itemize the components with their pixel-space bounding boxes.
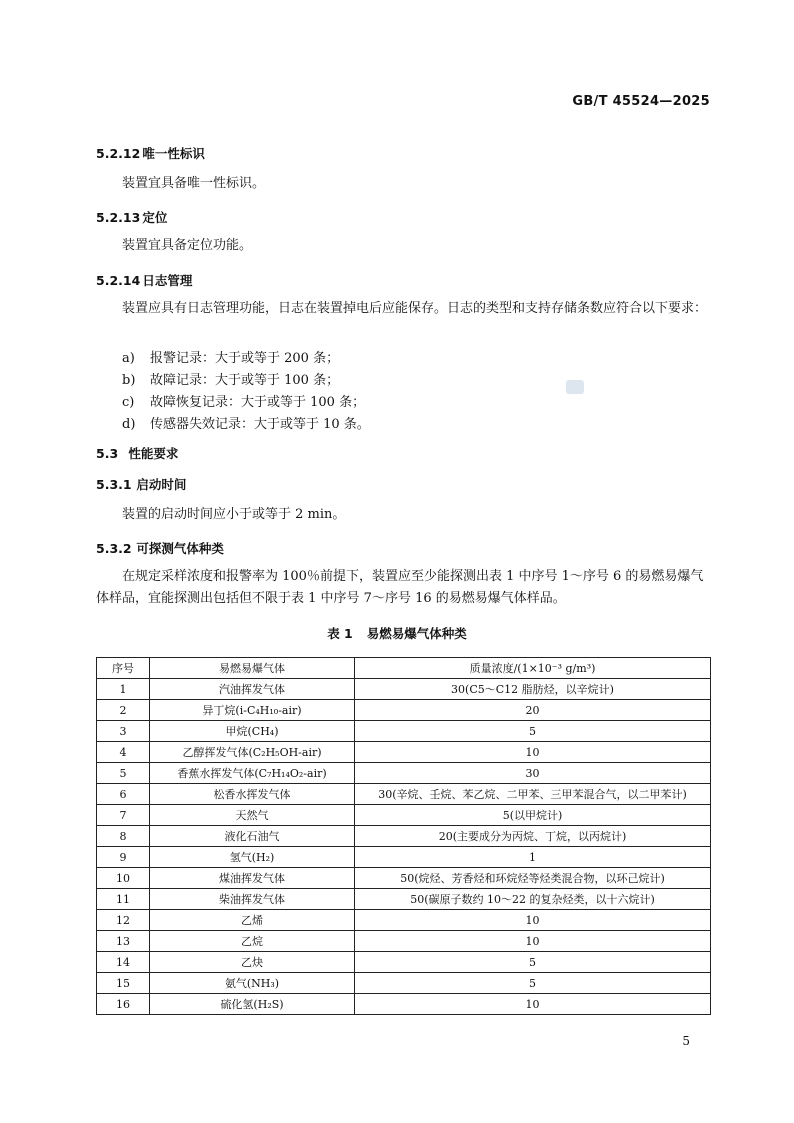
cell-seq: 16 <box>97 994 150 1015</box>
table-row <box>97 700 711 721</box>
cell-seq: 6 <box>97 784 150 805</box>
cell-concentration: 5 <box>355 952 711 973</box>
heading-5-3-2 <box>96 539 224 557</box>
list-text: 传感器失效记录：大于或等于 10 条。 <box>150 417 370 432</box>
header-seq: 序号 <box>97 658 150 679</box>
table-caption-title: 易燃易爆气体种类 <box>366 626 467 641</box>
table-row <box>97 721 711 742</box>
cell-concentration: 50(烷烃、芳香烃和环烷烃等烃类混合物，以环己烷计) <box>355 868 711 889</box>
watermark-logo <box>566 380 584 394</box>
heading-number: 5.2.12 <box>96 146 141 161</box>
table-row <box>97 742 711 763</box>
table-row <box>97 805 711 826</box>
table-row <box>97 889 711 910</box>
cell-seq: 10 <box>97 868 150 889</box>
cell-gas: 乙烯 <box>150 910 355 931</box>
table-row <box>97 994 711 1015</box>
cell-concentration: 30 <box>355 763 711 784</box>
cell-seq: 11 <box>97 889 150 910</box>
cell-concentration: 10 <box>355 931 711 952</box>
cell-seq: 2 <box>97 700 150 721</box>
table-caption-number: 表 1 <box>327 626 353 641</box>
gas-types-table <box>96 657 711 1015</box>
cell-gas: 天然气 <box>150 805 355 826</box>
heading-number: 5.3.1 <box>96 477 132 492</box>
list-text: 报警记录：大于或等于 200 条； <box>150 351 340 366</box>
cell-gas: 氢气(H₂) <box>150 847 355 868</box>
table-row <box>97 931 711 952</box>
header-gas: 易燃易爆气体 <box>150 658 355 679</box>
heading-5-2-13 <box>96 208 167 226</box>
table-row <box>97 679 711 700</box>
cell-gas: 乙烷 <box>150 931 355 952</box>
heading-title: 可探测气体种类 <box>136 541 224 556</box>
paragraph-detectable-gases: 在规定采样浓度和报警率为 100％前提下，装置应至少能探测出表 1 中序号 1～序号 6 的易燃易爆气体样品，宜能探测出包括但不限于表 1 中序号 7～序号 16 的易燃易爆气体样品。 <box>96 569 704 606</box>
cell-concentration: 10 <box>355 910 711 931</box>
cell-seq: 9 <box>97 847 150 868</box>
heading-title: 性能要求 <box>128 446 179 461</box>
heading-number: 5.2.14 <box>96 273 141 288</box>
cell-gas: 柴油挥发气体 <box>150 889 355 910</box>
list-marker: b) <box>122 373 136 388</box>
table-caption <box>0 624 794 642</box>
cell-concentration: 5 <box>355 973 711 994</box>
heading-number: 5.3.2 <box>96 541 132 556</box>
table-header-row <box>97 658 711 679</box>
heading-5-2-14 <box>96 271 192 289</box>
table-row <box>97 952 711 973</box>
list-text: 故障记录：大于或等于 100 条； <box>150 373 340 388</box>
cell-gas: 乙醇挥发气体(C₂H₅OH-air) <box>150 742 355 763</box>
cell-concentration: 20 <box>355 700 711 721</box>
paragraph-unique-id: 装置宜具备唯一性标识。 <box>122 176 266 191</box>
list-item <box>122 347 339 366</box>
cell-seq: 5 <box>97 763 150 784</box>
cell-concentration: 50(碳原子数约 10～22 的复杂烃类，以十六烷计) <box>355 889 711 910</box>
heading-5-2-12 <box>96 144 205 162</box>
cell-gas: 汽油挥发气体 <box>150 679 355 700</box>
cell-concentration: 30(C5～C12 脂肪烃，以辛烷计) <box>355 679 711 700</box>
table-row <box>97 868 711 889</box>
cell-gas: 氨气(NH₃) <box>150 973 355 994</box>
heading-title: 日志管理 <box>142 273 193 288</box>
cell-gas: 乙炔 <box>150 952 355 973</box>
list-item <box>122 391 365 410</box>
paragraph-startup-time: 装置的启动时间应小于或等于 2 min。 <box>122 507 346 522</box>
list-item <box>122 413 370 432</box>
list-item <box>122 369 339 388</box>
table-row <box>97 973 711 994</box>
cell-concentration: 5(以甲烷计) <box>355 805 711 826</box>
cell-seq: 14 <box>97 952 150 973</box>
cell-seq: 3 <box>97 721 150 742</box>
cell-seq: 8 <box>97 826 150 847</box>
cell-seq: 4 <box>97 742 150 763</box>
heading-5-3-1 <box>96 475 186 493</box>
heading-title: 唯一性标识 <box>142 146 205 161</box>
table-row <box>97 763 711 784</box>
cell-gas: 甲烷(CH₄) <box>150 721 355 742</box>
cell-gas: 液化石油气 <box>150 826 355 847</box>
cell-gas: 松香水挥发气体 <box>150 784 355 805</box>
table-row <box>97 826 711 847</box>
heading-title: 启动时间 <box>136 477 187 492</box>
cell-seq: 12 <box>97 910 150 931</box>
cell-gas: 异丁烷(i-C₄H₁₀-air) <box>150 700 355 721</box>
cell-concentration: 5 <box>355 721 711 742</box>
cell-seq: 1 <box>97 679 150 700</box>
cell-gas: 煤油挥发气体 <box>150 868 355 889</box>
table-row <box>97 784 711 805</box>
cell-seq: 13 <box>97 931 150 952</box>
cell-gas: 香蕉水挥发气体(C₇H₁₄O₂-air) <box>150 763 355 784</box>
standard-code: GB/T 45524—2025 <box>572 94 710 109</box>
table-row <box>97 910 711 931</box>
heading-number: 5.2.13 <box>96 210 141 225</box>
list-text: 故障恢复记录：大于或等于 100 条； <box>150 395 366 410</box>
header-concentration: 质量浓度/(1×10⁻³ g/m³) <box>355 658 711 679</box>
heading-number: 5.3 <box>96 446 119 461</box>
cell-concentration: 30(辛烷、壬烷、苯乙烷、二甲苯、三甲苯混合气，以二甲苯计) <box>355 784 711 805</box>
heading-5-3 <box>96 444 178 462</box>
paragraph-log-management: 装置应具有日志管理功能，日志在装置掉电后应能保存。日志的类型和支持存储条数应符合以下要求： <box>122 301 708 316</box>
page-number: 5 <box>682 1034 690 1048</box>
list-marker: a) <box>122 351 135 366</box>
list-marker: d) <box>122 417 136 432</box>
cell-concentration: 20(主要成分为丙烷、丁烷，以丙烷计) <box>355 826 711 847</box>
cell-seq: 15 <box>97 973 150 994</box>
cell-concentration: 10 <box>355 994 711 1015</box>
heading-title: 定位 <box>142 210 168 225</box>
cell-seq: 7 <box>97 805 150 826</box>
cell-concentration: 1 <box>355 847 711 868</box>
cell-concentration: 10 <box>355 742 711 763</box>
cell-gas: 硫化氢(H₂S) <box>150 994 355 1015</box>
list-marker: c) <box>122 395 135 410</box>
table-row <box>97 847 711 868</box>
paragraph-positioning: 装置宜具备定位功能。 <box>122 238 253 253</box>
